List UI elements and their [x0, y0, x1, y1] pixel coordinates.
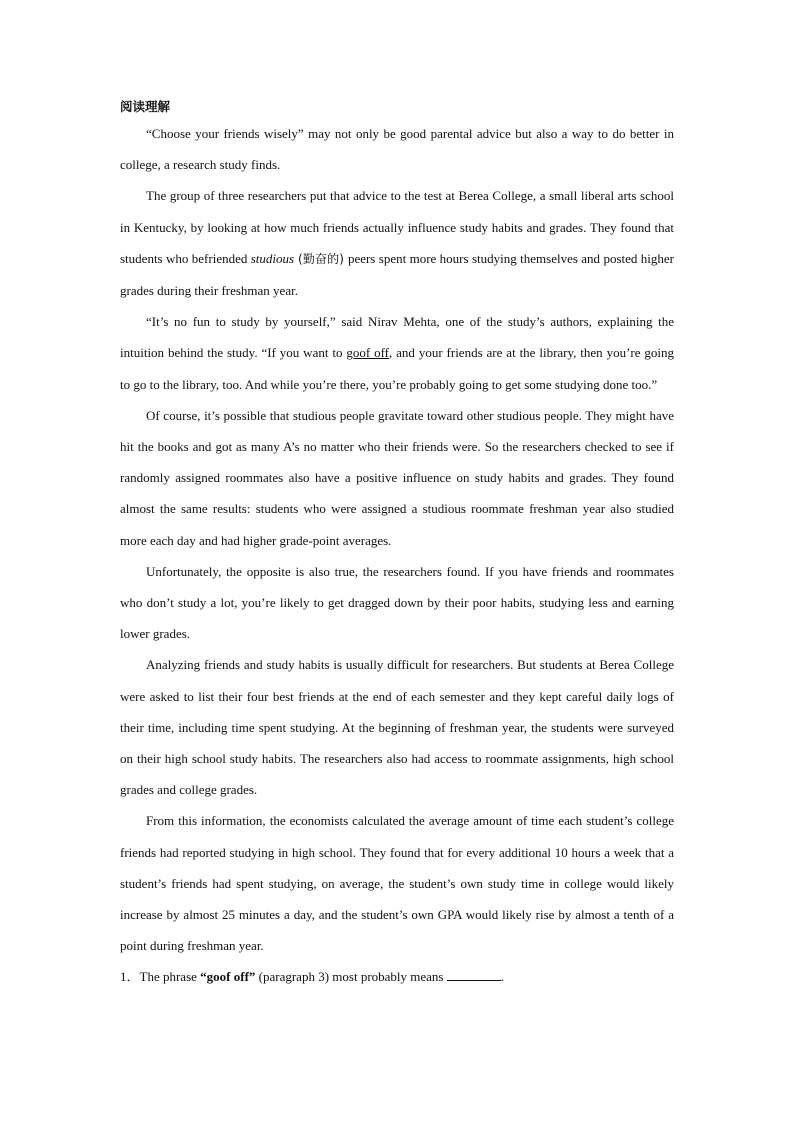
- paragraph-7: From this information, the economists calculated the average amount of time each student’s college friends had reported studying in high school. They found that for every additional 10 hours a week that a student’s friends had spent studying, on average, the student’s own study time in college would likely increase by almost 25 minutes a day, and the student’s own GPA would likely rise by almost a tenth of a point during freshman year.: [120, 813, 674, 954]
- question-1-number: 1．: [120, 969, 140, 985]
- section-heading: 阅读理解: [120, 99, 171, 114]
- paragraph-2-text-b: peers spent more hours studying themselves and posted higher grades during their freshman year.: [120, 250, 674, 299]
- question-1-text-pre: The phrase: [139, 969, 201, 985]
- paragraph-2-keyword: studious: [250, 250, 295, 266]
- paragraph-1: “Choose your friends wisely” may not only be good parental advice but also a way to do better in college, a research study finds.: [120, 126, 674, 173]
- question-1-answer-blank[interactable]: [447, 968, 501, 981]
- paragraph-3-text-a: “It’s no fun to study by yourself,” said Nirav Mehta, one of the study’s authors, explaining the intuition behind the study. “If you want to: [120, 314, 674, 361]
- document-page: [120, 96, 674, 993]
- paragraph-2-text-a: The group of three researchers put that advice to the test at Berea College, a small liberal arts school in Kentucky, by looking at how much friends actually influence study habits and grades. They found that students who befriended: [120, 188, 674, 266]
- paragraph-6: Analyzing friends and study habits is usually difficult for researchers. But students at Berea College were asked to list their four best friends at the end of each semester and they kept careful daily logs of their time, including time spent studying. At the beginning of freshman year, the students were surveyed on their high school study habits. The researchers also had access to roommate assignments, high school grades and college grades.: [120, 657, 674, 798]
- paragraph-2-gloss: (勤奋的): [294, 251, 348, 266]
- paragraph-3: [120, 306, 674, 400]
- question-1: [120, 961, 674, 992]
- paragraph-3-underlined-phrase: goof off: [346, 345, 390, 361]
- question-1-end: .: [500, 969, 504, 985]
- paragraph-5: Unfortunately, the opposite is also true, the researchers found. If you have friends and roommates who don’t study a lot, you’re likely to get dragged down by their poor habits, studying less and earning lower grades.: [120, 563, 674, 642]
- paragraph-3-text-b: , and your friends are at the library, then you’re going to go to the library, too. And while you’re there, you’re probably going to get some studying done too.”: [120, 345, 674, 392]
- question-1-phrase: “goof off”: [200, 969, 256, 985]
- paragraph-4: Of course, it’s possible that studious people gravitate toward other studious people. They might have hit the books and got as many A’s no matter who their friends were. So the researchers checked to see if randomly assigned roommates also have a positive influence on study habits and grades. They found almost the same results: students who were assigned a studious roommate freshman year also studied more each day and had higher grade-point averages.: [120, 407, 674, 548]
- question-1-text-post: (paragraph 3) most probably means: [255, 969, 447, 985]
- paragraph-2: [120, 180, 674, 306]
